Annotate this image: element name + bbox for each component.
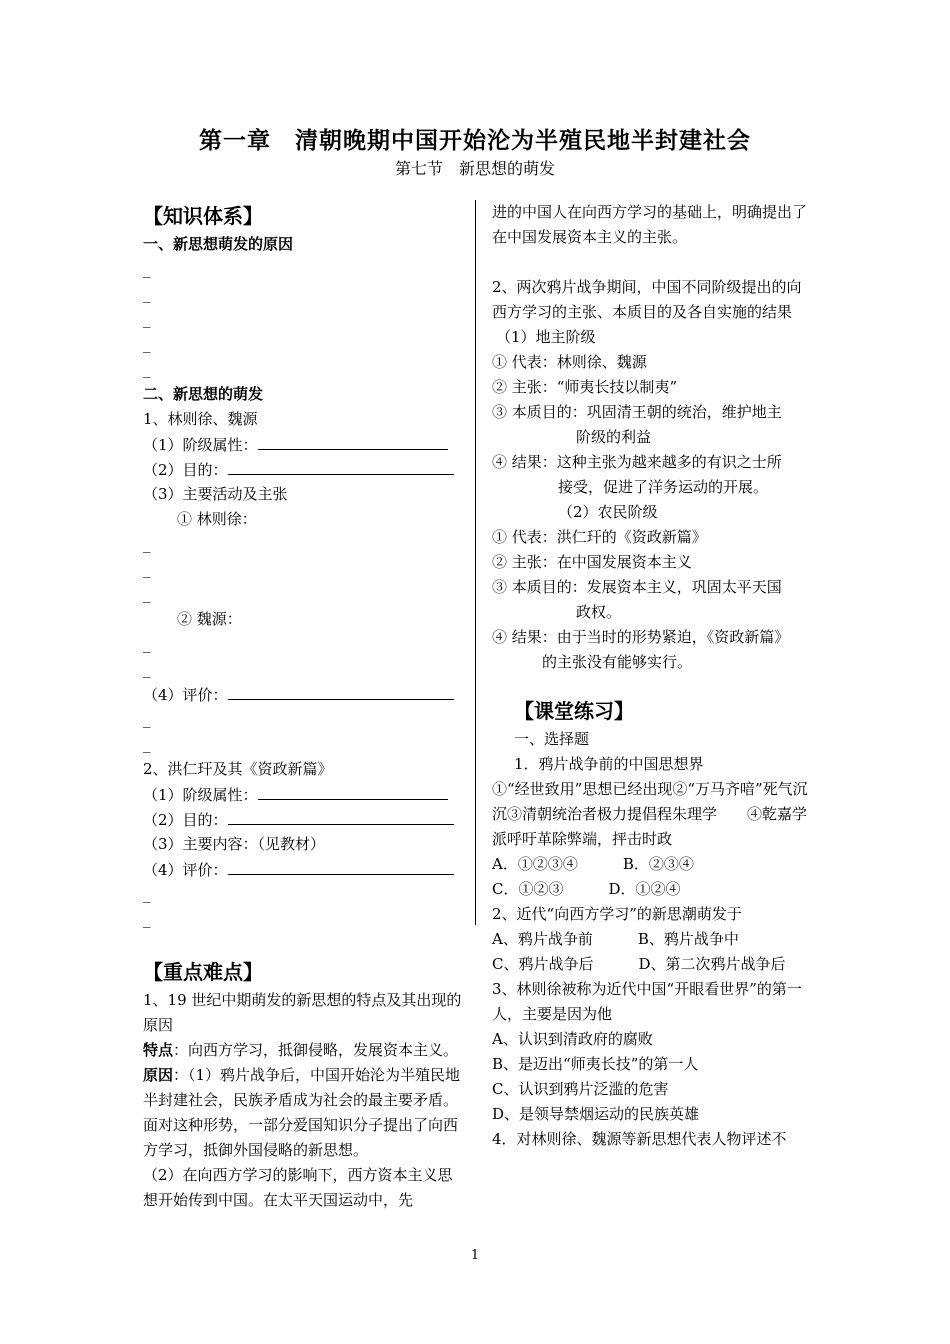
exercise-4: 4．对林则徐、魏源等新思想代表人物评述不 — [492, 1130, 787, 1148]
lin-goal-row — [143, 457, 463, 482]
peasant-goal: ③ 本质目的：发展资本主义，巩固太平天国 — [492, 578, 782, 596]
section-heading-practice: 【课堂练习】 — [514, 699, 634, 723]
hong-goal-blank — [228, 807, 454, 825]
lin-class-label: （1）阶级属性： — [143, 436, 258, 454]
heading-emergence: 二、新思想的萌发 — [143, 385, 264, 403]
reason-paragraph — [143, 1063, 463, 1163]
peasant-result-cont: 的主张没有能够实行。 — [542, 653, 693, 671]
blank-line: _ — [143, 360, 151, 378]
hong-heading: 2、洪仁玕及其《资政新篇》 — [143, 760, 333, 778]
lin-class-row — [143, 432, 463, 457]
feature-label: 特点 — [143, 1041, 174, 1059]
lin-class-blank — [258, 432, 448, 450]
landlord-goal: ③ 本质目的：巩固清王朝的统治，维护地主 — [492, 403, 782, 421]
landlord-result: ④ 结果：这种主张为越来越多的有识之士所 — [492, 453, 782, 471]
blank-line: _ — [143, 885, 151, 903]
blank-line: _ — [143, 735, 151, 753]
exercise-2-options-cd: C、鸦片战争后 D、第二次鸦片战争后 — [492, 955, 786, 973]
hong-class-blank — [258, 782, 448, 800]
lin-sub-linzexu: ① 林则徐： — [177, 510, 257, 528]
landlord-result-cont: 接受，促进了洋务运动的开展。 — [558, 478, 769, 496]
exercise-3-option-d: D、是领导禁烟运动的民族英雄 — [492, 1105, 700, 1123]
peasant-result: ④ 结果：由于当时的形势紧迫，《资政新篇》 — [492, 628, 790, 646]
peasant-claim: ② 主张：在中国发展资本主义 — [492, 553, 692, 571]
landlord-goal-cont: 阶级的利益 — [576, 428, 652, 446]
lin-wei-heading: 1、林则徐、魏源 — [143, 410, 258, 428]
landlord-claim: ② 主张：“师夷长技以制夷” — [492, 378, 678, 396]
blank-line: _ — [143, 260, 151, 278]
page-number: 1 — [470, 1248, 480, 1263]
peasant-class-heading: （2）农民阶级 — [558, 503, 658, 521]
hong-eval-label: （4）评价： — [143, 861, 228, 879]
lin-eval-label: （4）评价： — [143, 686, 228, 704]
exercise-1-statements: ①“经世致用”思想已经出现②“万马齐喑”死气沉沉③清朝统治者极力提倡程朱理学 ④乾嘉学派呼吁革除弊端，抨击时政 — [492, 780, 808, 848]
blank-line: _ — [143, 910, 151, 928]
heading-causes: 一、新思想萌发的原因 — [143, 235, 294, 253]
blank-line: _ — [143, 535, 151, 553]
landlord-representative: ① 代表：林则徐、魏源 — [492, 353, 647, 371]
section-heading-knowledge: 【知识体系】 — [143, 204, 263, 228]
landlord-class-heading: （1）地主阶级 — [496, 328, 596, 346]
blank-line: _ — [143, 335, 151, 353]
lin-sub-weiyuan: ② 魏源： — [177, 610, 242, 628]
section-heading-keypoints: 【重点难点】 — [143, 960, 263, 984]
question-1: 1、19 世纪中期萌发的新思想的特点及其出现的原因 — [143, 991, 462, 1034]
chapter-title: 第一章 清朝晚期中国开始沦为半殖民地半封建社会 — [199, 127, 751, 154]
lin-goal-label: （2）目的： — [143, 461, 228, 479]
blank-line: _ — [143, 710, 151, 728]
hong-eval-row — [143, 857, 463, 882]
peasant-goal-cont: 政权。 — [576, 603, 622, 621]
hong-class-row — [143, 782, 463, 807]
exercise-3: 3、林则徐被称为近代中国“开眼看世界”的第一人，主要是因为他 — [492, 980, 802, 1023]
question-2: 2、两次鸦片战争期间，中国不同阶级提出的向西方学习的主张、本质目的及各自实施的结果 — [492, 278, 802, 321]
blank-line: _ — [143, 660, 151, 678]
blank-line: _ — [143, 560, 151, 578]
reason-label: 原因 — [143, 1066, 174, 1084]
feature-paragraph — [143, 1038, 463, 1063]
right-column — [492, 200, 812, 1152]
exercise-3-option-b: B、是迈出“师夷长技”的第一人 — [492, 1055, 699, 1073]
hong-goal-label: （2）目的： — [143, 811, 228, 829]
exercise-1-options-ab: A．①②③④ B．②③④ — [492, 855, 694, 873]
lin-eval-row — [143, 682, 463, 707]
exercise-1-options-cd: C．①②③ D．①②④ — [492, 880, 681, 898]
lin-goal-blank — [228, 457, 454, 475]
blank-line: _ — [143, 635, 151, 653]
section-subtitle: 第七节 新思想的萌发 — [394, 159, 555, 178]
lin-main-label: （3）主要活动及主张 — [143, 485, 288, 503]
exercise-3-option-c: C、认识到鸦片泛滥的危害 — [492, 1080, 669, 1098]
exercise-2: 2、近代“向西方学习”的新思潮萌发于 — [492, 905, 742, 923]
hong-class-label: （1）阶级属性： — [143, 786, 258, 804]
reason-paragraph-2: （2）在向西方学习的影响下，西方资本主义思想开始传到中国。在太平天国运动中，先 — [143, 1166, 453, 1209]
column-divider — [475, 200, 476, 925]
blank-line: _ — [143, 310, 151, 328]
exercise-1: 1．鸦片战争前的中国思想界 — [514, 755, 704, 773]
exercise-3-option-a: A、认识到清政府的腐败 — [492, 1030, 653, 1048]
hong-eval-blank — [228, 857, 454, 875]
continuation-text: 进的中国人在向西方学习的基础上，明确提出了在中国发展资本主义的主张。 — [492, 203, 808, 246]
reason-text: ：（1）鸦片战争后，中国开始沦为半殖民地半封建社会，民族矛盾成为社会的最主要矛盾。面对这种形势，一部分爱国知识分子提出了向西方学习，抵御外国侵略的新思想。 — [143, 1066, 461, 1159]
peasant-representative: ① 代表：洪仁玕的《资政新篇》 — [492, 528, 707, 546]
blank-line: _ — [143, 285, 151, 303]
left-column — [143, 200, 463, 1213]
feature-text: ：向西方学习，抵御侵略，发展资本主义。 — [173, 1041, 459, 1059]
hong-content: （3）主要内容：（见教材） — [143, 835, 326, 853]
choice-heading: 一、选择题 — [514, 730, 590, 748]
lin-eval-blank — [228, 682, 454, 700]
exercise-2-options-ab: A、鸦片战争前 B、鸦片战争中 — [492, 930, 739, 948]
hong-goal-row — [143, 807, 463, 832]
blank-line: _ — [143, 585, 151, 603]
